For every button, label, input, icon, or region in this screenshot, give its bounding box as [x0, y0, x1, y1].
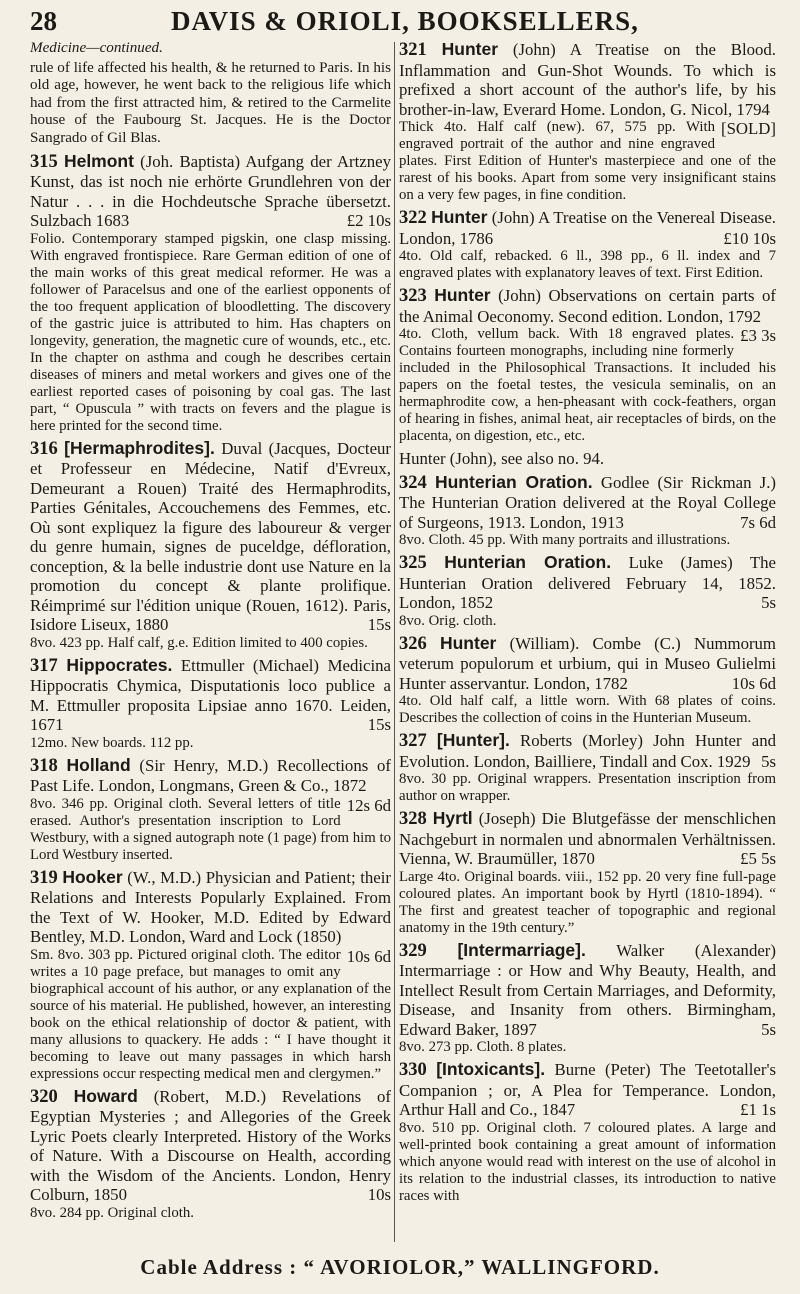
entry-author: Hyrtl: [432, 808, 473, 828]
entry-number: 315: [30, 151, 58, 172]
entry-number: 322: [399, 208, 427, 228]
entry-price: £5 5s: [740, 849, 776, 868]
entry-author: Hunterian Oration.: [434, 471, 593, 492]
left-entries: [30, 152, 391, 1222]
entry-price: 15s: [367, 715, 391, 735]
entry-title: (Sir Henry, M.D.) Recollections of Past Life. London, Longmans, Green & Co., 1872: [30, 755, 391, 796]
entry-details: 4to. Cloth, vellum back. With 18 engraved plates. Contains fourteen monographs, including nine formerly included in the Philosophical Transactions. It included his papers on the foetal testes, the vesicula seminalis, on an hermaphrodite cow, a hen-pheasant with cock-feathers, organ of hearing in fishes, animal heat, air receptacles of birds, on the placenta, on digestion, etc., etc.: [399, 326, 776, 444]
entry-author: Hunter: [434, 285, 491, 305]
catalogue-entry: [399, 634, 776, 728]
entry-heading: [30, 439, 391, 635]
entry-author: Holland: [66, 754, 131, 775]
entry-details: 8vo. 423 pp. Half calf, g.e. Edition limited to 400 copies.: [30, 634, 368, 651]
entry-price: 10s 6d: [731, 673, 776, 693]
catalogue-entry: [399, 449, 776, 469]
catalogue-entry: [30, 756, 391, 864]
entry-heading: [30, 754, 391, 815]
entry-number: 324: [399, 472, 427, 493]
entry-number: 319: [30, 867, 58, 888]
entry-number: 330: [399, 1060, 427, 1080]
entry-details: 8vo. 284 pp. Original cloth.: [30, 1204, 194, 1221]
entry-number: 320: [30, 1086, 58, 1107]
entry-details: 8vo. Orig. cloth.: [399, 612, 497, 629]
entry-title: (W., M.D.) Physician and Patient; their Relations and Interests Popularly Explained. From the Text of W. Hooker, M.D. Edited by Edward Bentley, M.D. London, Ward and Lock (1850): [30, 867, 391, 947]
entry-heading: [399, 553, 776, 613]
entry-details: Folio. Contemporary stamped pigskin, one clasp missing. With engraved frontispiece. Rare German edition of one of the main works of this great medical reformer. He was a follower of Paracelsus and one of the earliest opponents of the too frequent application of bloodletting. The discovery of the gastric juice is attributed to him. Has chapters on longevity, generation, the magnetic cure of wounds, etc., etc. In the chapter on asthma and cough he describes certain diseases of miners and metal workers and gives one of the earliest reported cases of poisoning by coal gas. The last part, “ Opuscula ” with tracts on fevers and the plague is here printed for the second time.: [30, 230, 391, 434]
entry-number: 316: [30, 438, 58, 459]
entry-author: Hunter: [441, 40, 499, 59]
catalogue-entry: [399, 40, 776, 204]
entry-author: [Hunter].: [436, 730, 510, 750]
entry-heading: [30, 1087, 391, 1205]
entry-author: [Intoxicants].: [436, 1059, 546, 1079]
continued-text: rule of life affected his health, & he returned to Paris. In his old age, however, he went back to the religious life which had from the first attracted him, & retired to the Carmelite house of the Faubourg St. Jacques. He is the Doctor Sangrado of Gil Blas.: [30, 59, 391, 146]
entry-details: 8vo. 30 pp. Original wrappers. Presentation inscription from author on wrapper.: [399, 771, 776, 804]
entry-title: Ettmuller (Michael) Medicina Hippocratis Chymica, Disputationis loco publice a M. Ettmuller proposita Lipsiae anno 1670. Leiden, 1671: [30, 655, 391, 735]
page-header: [30, 6, 780, 40]
column-divider: [394, 42, 395, 1242]
entry-title: (John) Observations on certain parts of the Animal Oeconomy. Second edition. London, 1792: [399, 286, 776, 326]
entry-heading: [399, 731, 776, 771]
entry-title: (Robert, M.D.) Revelations of Egyptian Mysteries ; and Allegories of the Greek Lyric Poets clearly Interpreted. History of the Works of Nature. With a Discourse on Health, according with the Wisdom of the Ancients. London, Henry Colburn, 1850: [30, 1086, 391, 1205]
entry-details: 8vo. Cloth. 45 pp. With many portraits and illustrations.: [399, 532, 731, 548]
entry-details: 8vo. 346 pp. Original cloth. Several letters of title erased. Author's presentation inscription to Lord Westbury, with a signed autograph note (1 page) from him to Lord Westbury inserted.: [30, 795, 391, 863]
entry-price: £3 3s: [740, 326, 776, 345]
running-head-title: DAVIS & ORIOLI, BOOKSELLERS,: [171, 6, 639, 36]
catalogue-entry: [399, 553, 776, 630]
catalogue-entry: [30, 152, 391, 435]
entry-details: 4to. Old half calf, a little worn. With 68 plates of coins. Describes the collection of coins in the Hunterian Museum.: [399, 693, 776, 726]
entry-details: 8vo. 510 pp. Original cloth. 7 coloured plates. A large and well-printed book containing a great amount of information which anyone would read with interest on the use of alcohol in its relation to the industrial classes, its introduction to native races with: [399, 1119, 776, 1204]
entry-heading: [399, 285, 776, 345]
right-column: [399, 40, 776, 1244]
entry-number: 329: [399, 940, 427, 961]
entry-title: Godlee (Sir Rickman J.) The Hunterian Oration delivered at the Royal College of Surgeons, 1913. London, 1913: [399, 472, 776, 532]
entry-heading: [399, 634, 776, 694]
entry-author: Hippocrates.: [66, 654, 173, 675]
right-entries: [399, 40, 776, 1205]
catalogue-entry: [399, 208, 776, 282]
catalogue-entry: [399, 941, 776, 1057]
catalogue-entry: [399, 809, 776, 937]
entry-details: 12mo. New boards. 112 pp.: [30, 734, 194, 751]
entry-price: 7s 6d: [740, 512, 776, 532]
entry-details: Large 4to. Original boards. viii., 152 pp. 20 very fine full-page coloured plates. An important book by Hyrtl (1810-1894). “ The first and greatest teacher of topographic and regional anatomy in the 19th century.”: [399, 868, 776, 936]
entry-heading: [399, 473, 776, 533]
entry-author: Hunter: [439, 632, 497, 653]
entry-number: 325: [399, 553, 427, 573]
entry-number: 321: [399, 40, 427, 60]
footer-cable-address: Cable Address : “ AVORIOLOR,” WALLINGFORD.: [140, 1255, 660, 1279]
catalogue-entry: [30, 868, 391, 1083]
entry-heading: [399, 449, 776, 469]
entry-author: Hooker: [62, 866, 123, 887]
entry-details: 8vo. 273 pp. Cloth. 8 plates.: [399, 1039, 567, 1055]
catalogue-entry: [399, 731, 776, 805]
entry-number: 328: [399, 809, 427, 829]
catalogue-entry: [399, 1060, 776, 1205]
entry-heading: [30, 656, 391, 735]
entry-heading: [399, 1060, 776, 1120]
entry-author: Hunterian Oration.: [444, 552, 612, 572]
entry-price: £1 1s: [740, 1100, 776, 1119]
entry-number: 326: [399, 633, 427, 654]
entry-author: [Intermarriage].: [457, 939, 586, 960]
entry-price: 5s: [761, 751, 776, 771]
entry-title: (Joseph) Die Blutgefässe der menschlichen Nachgeburt in normalen und abnormalen Verhältnissen. Vienna, W. Braumüller, 1870: [399, 809, 776, 868]
entry-heading: [30, 866, 391, 966]
entry-price: [SOLD]: [721, 119, 776, 138]
entry-heading: [399, 208, 776, 248]
entry-title: (John) A Treatise on the Venereal Disease. London, 1786: [399, 208, 776, 248]
catalogue-entry: [30, 1087, 391, 1222]
entry-price: £2 10s: [346, 211, 391, 231]
entry-title: Duval (Jacques, Docteur et Professeur en Médecine, Natif d'Evreux, Demeurant a Rouen) Traité des Hermaphrodits, Parties Génitales, Accouchemens des Femmes, etc. Où sont expliquez la figure des laboureur & verger du genre humain, signes de puceldge, défloration, conception, & la belle industrie dont use Nature en la promotion du concept & plante prolifique. Réimprimé sur l'édition unique (Rouen, 1612). Paris, Isidore Liseux, 1880: [30, 438, 391, 635]
entry-price: 5s: [761, 593, 776, 612]
entry-details: 4to. Old calf, rebacked. 6 ll., 398 pp., 6 ll. index and 7 engraved plates with explanatory leaves of text. First Edition.: [399, 248, 776, 281]
entry-author: Hunter: [431, 207, 488, 227]
catalogue-entry: [30, 656, 391, 752]
entry-author: [Hermaphrodites].: [64, 437, 215, 458]
entry-title: (Joh. Baptista) Aufgang der Artzney Kunst, das ist noch nie erhörte Grundlehren von der Natur . . . in die Hochdeutsche Sprache übersetzt. Sulzbach 1683: [30, 151, 391, 231]
page-number: 28: [30, 6, 57, 36]
catalogue-entry: [30, 439, 391, 652]
entry-title: (John) A Treatise on the Blood. Inflammation and Gun-Shot Wounds. To which is prefixed a short account of the author's life, by his brother-in-law, Everard Home. London, G. Nicol, 1794: [399, 40, 776, 119]
entry-title: Roberts (Morley) John Hunter and Evolution. London, Bailliere, Tindall and Cox. 1929: [399, 731, 776, 771]
entry-price: £10 10s: [723, 228, 776, 248]
entry-number: 327: [399, 731, 427, 751]
entry-heading: [30, 152, 391, 231]
entry-price: 12s 6d: [346, 795, 391, 815]
entry-price: 10s: [367, 1185, 391, 1205]
continued-heading: Medicine—continued.: [30, 40, 163, 56]
entry-author: Howard: [73, 1085, 138, 1106]
entry-title: Luke (James) The Hunterian Oration delivered February 14, 1852. London, 1852: [399, 553, 776, 612]
entry-price: 10s 6d: [346, 946, 391, 966]
entry-heading: [399, 40, 776, 138]
entry-author: Helmont: [63, 150, 134, 171]
entry-title: (William). Combe (C.) Nummorum veterum populorum et urbium, qui in Museo Gulielmi Hunter asservantur. London, 1782: [399, 633, 776, 693]
entry-number: 317: [30, 655, 58, 676]
entry-number: 318: [30, 755, 58, 776]
entry-price: 5s: [761, 1019, 776, 1039]
entry-heading: [399, 809, 776, 869]
entry-heading: [399, 941, 776, 1040]
left-column: [30, 40, 391, 1244]
catalogue-entry: [399, 286, 776, 445]
entry-price: 15s: [367, 615, 391, 635]
entry-details: Sm. 8vo. 303 pp. Pictured original cloth. The editor writes a 10 page preface, but manages to omit any biographical account of his author, or any explanation of the source of his material. He published, however, an interesting book on the ethical relationship of doctor & patient, with many allusions to quackery. He adds : “ I have thought it becoming to leave out many passages in which harsh expressions occur respecting medical men and clergymen.”: [30, 946, 391, 1082]
catalogue-entry: [399, 473, 776, 550]
entry-title: Walker (Alexander) Intermarriage : or How and Why Beauty, Health, and Intellect Result from Certain Marriages, and Deformity, Disease, and Insanity from others. Birmingham, Edward Baker, 1897: [399, 940, 776, 1039]
entry-number: 323: [399, 286, 427, 306]
entry-title: Burne (Peter) The Teetotaller's Companion ; or, A Plea for Temperance. London, Arthur Hall and Co., 1847: [399, 1060, 776, 1119]
entry-title: Hunter (John), see also no. 94.: [399, 449, 605, 468]
entry-details: Thick 4to. Half calf (new). 67, 575 pp. With engraved portrait of the author and nine engraved plates. First Edition of Hunter's masterpiece and one of the rarest of his books. Apart from some very insignificant stains on a very few pages, in fine condition.: [399, 119, 776, 203]
